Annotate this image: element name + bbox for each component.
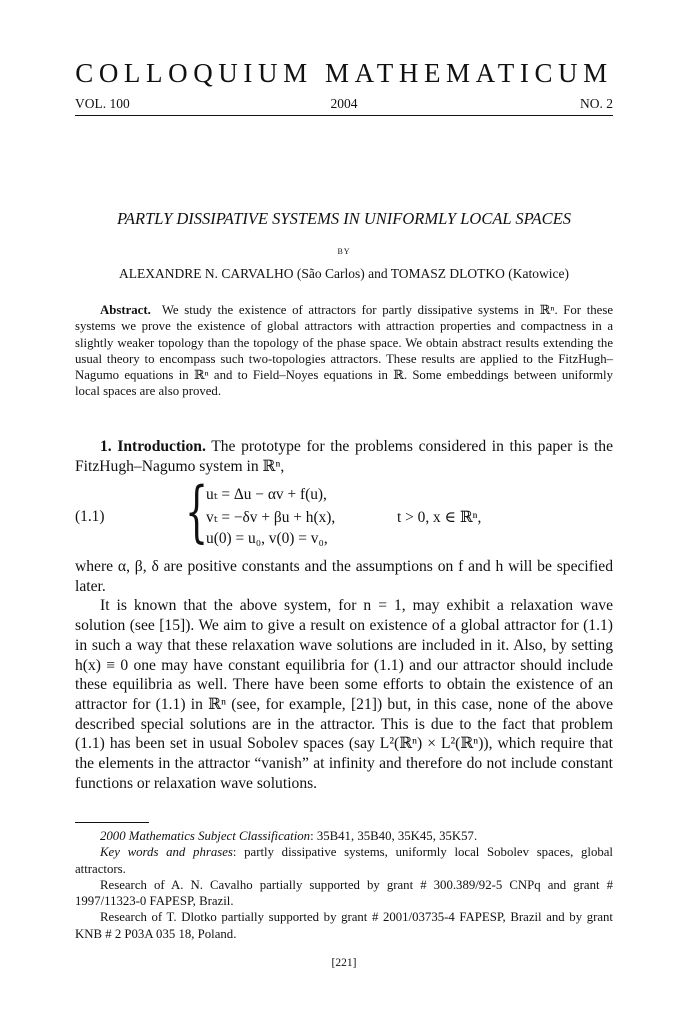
volume-line [75,96,613,116]
msc-codes: : 35B41, 35B40, 35K45, 35K57. [310,829,478,843]
msc-label: 2000 Mathematics Subject Classification [100,829,311,843]
paper-title: PARTLY DISSIPATIVE SYSTEMS IN UNIFORMLY LOCAL SPACES [116,209,572,228]
equation-condition: t > 0, x ∈ ℝⁿ, [397,509,482,526]
abstract-text: We study the existence of attractors for partly dissipative systems in ℝⁿ. For these systems we prove the existence of global attractors with attraction properties and compactness in a slightly weaker topology than the topology of the phase space. We obtain abstract results extending the usual theory to encompass such two-topologies attractors. These results are applied to the FitzHugh–Nagumo equations in ℝⁿ and to Field–Noyes equations in ℝ. Some embeddings between uniformly local spaces are also proved. [75,303,613,399]
body-text [75,557,613,793]
equation-line-1: uₜ = Δu − αv + f(u), [206,486,327,503]
abstract [75,302,613,400]
page-number: [221] [331,957,357,969]
footnote-msc [75,828,613,844]
footnotes [75,828,613,942]
footnote-rule [75,822,149,823]
footnote-grant-2: Research of T. Dlotko partially supported by grant # 2001/03735-4 FAPESP, Brazil and by grant KNB # 2 P03A 035 18, Poland. [75,910,613,941]
paragraph: It is known that the above system, for n = 1, may exhibit a relaxation wave solution (see [15]). We aim to give a result on existence of a global attractor for (1.1) in such a way that these relaxation wave solutions are included in it. Also, by setting h(x) ≡ 0 one may have constant equilibria for (1.1) and our attractor should include these equilibria as well. There have been some efforts to obtain the existence of an attractor for (1.1) in ℝⁿ (see, for example, [21]) but, in this case, none of the above described special solutions are in the attractor. This is due to the fact that problem (1.1) has been set in usual Sobolev spaces (say L²(ℝⁿ) × L²(ℝⁿ)), which require that the elements in the attractor “vanish” at infinity and therefore do not include constant functions or relaxation wave solutions. [75,597,613,792]
authors: ALEXANDRE N. CARVALHO (São Carlos) and TOMASZ DLOTKO (Katowice) [119,266,569,281]
issue-number: NO. 2 [580,96,613,111]
keywords: : partly dissipative systems, uniformly local Sobolev spaces, global attractors. [75,845,613,876]
equation-number: (1.1) [75,508,105,525]
equation-line-3: u(0) = u₀, v(0) = v₀, [206,530,328,547]
volume-number: VOL. 100 [75,96,130,111]
equation-line-2: vₜ = −δv + βu + h(x), [206,508,336,526]
journal-title: COLLOQUIUM MATHEMATICUM [75,58,613,88]
intro-text: The prototype for the problems considered in this paper is the FitzHugh–Nagumo system in ℝⁿ, [75,438,614,475]
keywords-label: Key words and phrases [100,845,233,860]
section-heading: 1. Introduction. [100,438,206,455]
footnote-grant-1: Research of A. N. Cavalho partially supported by grant # 300.389/92-5 CNPq and grant # 1997/11323-0 FAPESP, Brazil. [75,877,613,909]
by-label: BY [337,247,351,256]
abstract-label: Abstract. [100,303,151,317]
brace-icon: { [185,473,209,550]
equation-1-1 [75,473,613,553]
paragraph: where α, β, δ are positive constants and the assumptions on f and h will be specified later. [75,558,613,595]
year: 2004 [330,96,358,111]
introduction [75,437,613,476]
footnote-keywords [75,844,613,877]
